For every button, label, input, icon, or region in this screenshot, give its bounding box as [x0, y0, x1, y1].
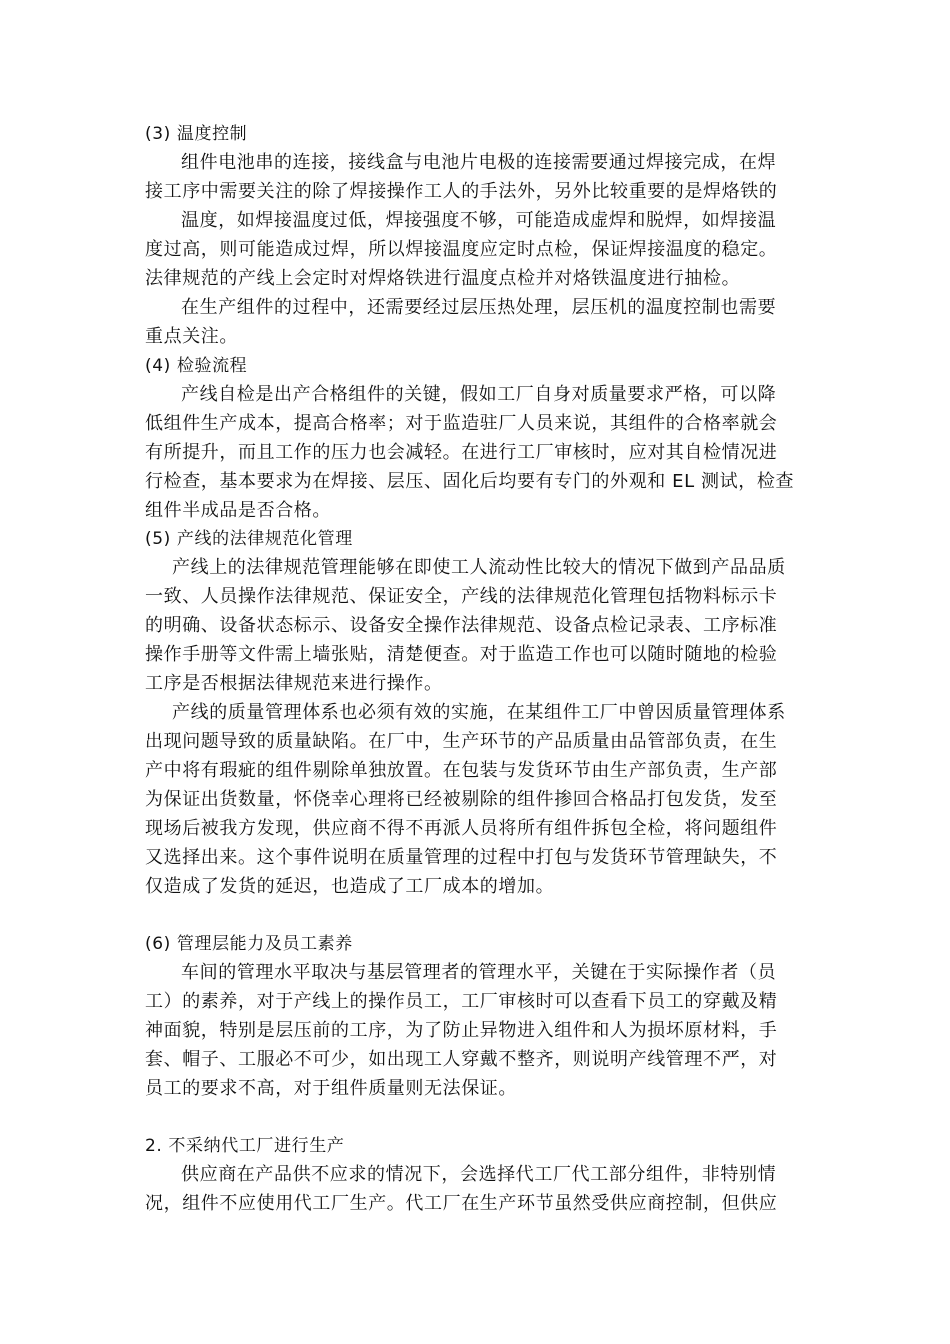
paragraph-line: 温度，如焊接温度过低，焊接强度不够，可能造成虚焊和脱焊，如焊接温: [181, 210, 777, 231]
paragraph-line: 出现问题导致的质量缺陷。在厂中，生产环节的产品质量由品管部负责，在生: [145, 731, 778, 752]
paragraph-line: 接工序中需要关注的除了焊接操作工人的手法外，另外比较重要的是焊烙铁的: [145, 181, 778, 202]
section-heading-management-capability: (6) 管理层能力及员工素养: [145, 934, 353, 954]
paragraph-line: 车间的管理水平取决与基层管理者的管理水平，关键在于实际操作者（员: [181, 962, 777, 983]
paragraph-line: 组件半成品是否合格。: [145, 500, 331, 521]
paragraph-line: 低组件生产成本，提高合格率；对于监造驻厂人员来说，其组件的合格率就会: [145, 413, 778, 434]
paragraph-line: 度过高，则可能造成过焊，所以焊接温度应定时点检，保证焊接温度的稳定。: [145, 239, 778, 260]
paragraph-line: 仅造成了发货的延迟，也造成了工厂成本的增加。: [145, 876, 555, 897]
paragraph-line: 重点关注。: [145, 326, 238, 347]
section-heading-inspection-process: (4) 检验流程: [145, 356, 248, 376]
paragraph-line: 员工的要求不高，对于组件质量则无法保证。: [145, 1078, 517, 1099]
paragraph-line: 神面貌，特别是层压前的工序，为了防止异物进入组件和人为损坏原材料，手: [145, 1020, 778, 1041]
paragraph-line: 法律规范的产线上会定时对焊烙铁进行温度点检并对烙铁温度进行抽检。: [145, 268, 741, 289]
section-heading-no-oem: 2. 不采纳代工厂进行生产: [145, 1136, 345, 1156]
paragraph-line: 一致、人员操作法律规范、保证安全，产线的法律规范化管理包括物料标示卡: [145, 586, 778, 607]
paragraph-line: 工）的素养，对于产线上的操作员工，工厂审核时可以查看下员工的穿戴及精: [145, 991, 778, 1012]
paragraph-line: 的明确、设备状态标示、设备安全操作法律规范、设备点检记录表、工序标准: [145, 615, 778, 636]
paragraph-line: 产线的质量管理体系也必须有效的实施，在某组件工厂中曾因质量管理体系: [172, 702, 786, 723]
paragraph-line: 产线上的法律规范管理能够在即使工人流动性比较大的情况下做到产品品质: [172, 557, 786, 578]
paragraph-line: 又选择出来。这个事件说明在质量管理的过程中打包与发货环节管理缺失，不: [145, 847, 778, 868]
paragraph-line: 产线自检是出产合格组件的关键，假如工厂自身对质量要求严格，可以降: [181, 384, 777, 405]
paragraph-line: 为保证出货数量，怀侥幸心理将已经被剔除的组件掺回合格品打包发货，发至: [145, 789, 778, 810]
paragraph-line: 有所提升，而且工作的压力也会减轻。在进行工厂审核时，应对其自检情况进: [145, 442, 778, 463]
paragraph-line: 工序是否根据法律规范来进行操作。: [145, 673, 443, 694]
section-heading-line-standardization: (5) 产线的法律规范化管理: [145, 529, 353, 549]
paragraph-line: 操作手册等文件需上墙张贴，清楚便查。对于监造工作也可以随时随地的检验: [145, 644, 778, 665]
paragraph-line: 况，组件不应使用代工厂生产。代工厂在生产环节虽然受供应商控制，但供应: [145, 1193, 778, 1214]
section-heading-temperature-control: (3) 温度控制: [145, 124, 248, 144]
paragraph-line: 供应商在产品供不应求的情况下，会选择代工厂代工部分组件，非特别情: [181, 1164, 777, 1185]
paragraph-line: 套、帽子、工服必不可少，如出现工人穿戴不整齐，则说明产线管理不严，对: [145, 1049, 778, 1070]
paragraph-line: 组件电池串的连接，接线盒与电池片电极的连接需要通过焊接完成，在焊: [181, 152, 777, 173]
paragraph-line: 现场后被我方发现，供应商不得不再派人员将所有组件拆包全检，将问题组件: [145, 818, 778, 839]
paragraph-line: 产中将有瑕疵的组件剔除单独放置。在包装与发货环节由生产部负责，生产部: [145, 760, 778, 781]
paragraph-line: 行检查，基本要求为在焊接、层压、固化后均要有专门的外观和 EL 测试，检查: [145, 471, 795, 492]
paragraph-line: 在生产组件的过程中，还需要经过层压热处理，层压机的温度控制也需要: [181, 297, 777, 318]
